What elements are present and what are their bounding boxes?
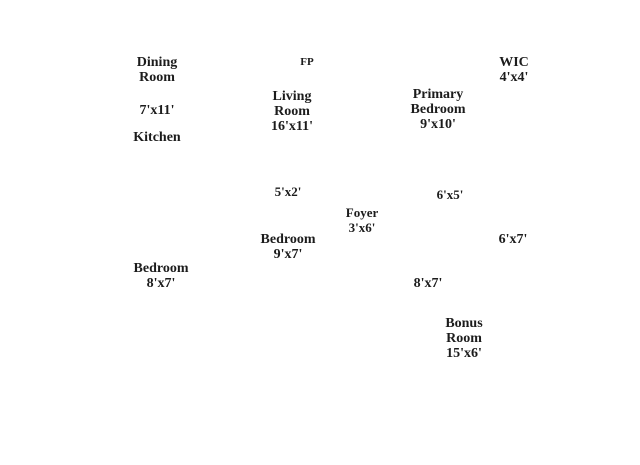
room-label-room-8x7: 8'x7' [413,276,443,291]
room-label-dining-room: Dining Room [136,55,178,85]
room-label-hall-6x5: 6'x5' [436,187,464,202]
room-label-living-room: Living Room 16'x11' [270,89,314,134]
room-label-closet-5x2: 5'x2' [274,184,302,199]
room-label-bonus-room: Bonus Room 15'x6' [445,316,483,361]
room-label-kitchen-dims: 7'x11' [139,103,175,118]
room-label-wic: WIC 4'x4' [499,55,529,85]
room-label-room-6x7: 6'x7' [498,232,528,247]
room-label-kitchen: Kitchen [133,130,181,145]
room-label-bedroom-9x7: Bedroom 9'x7' [260,232,316,262]
room-label-foyer: Foyer 3'x6' [345,205,379,235]
room-label-bedroom-8x7: Bedroom 8'x7' [133,261,189,291]
room-label-primary-bedroom: Primary Bedroom 9'x10' [410,87,466,132]
room-label-fireplace: FP [300,56,314,68]
room-labels-layer [133,55,529,361]
